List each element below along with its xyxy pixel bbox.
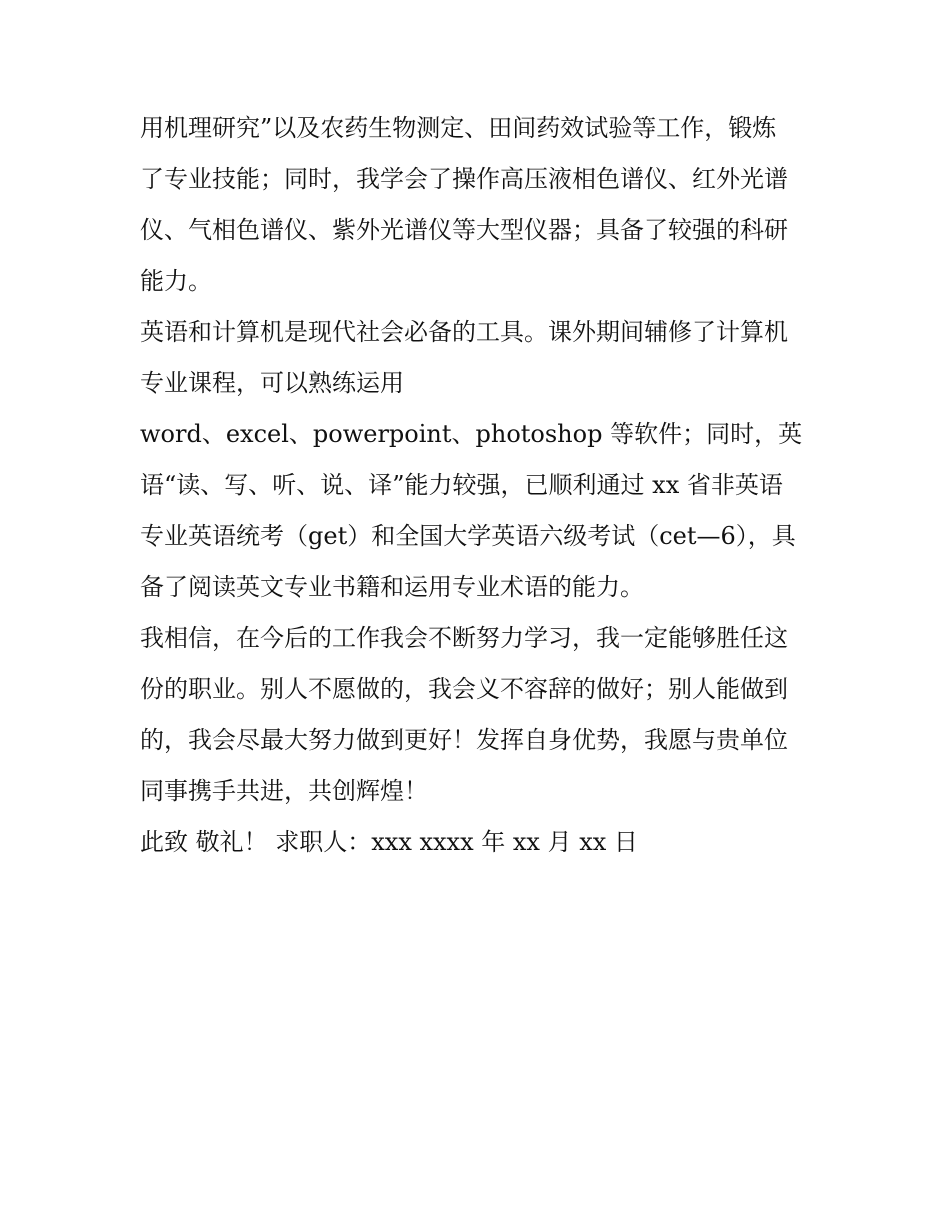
text-line: 备了阅读英文专业书籍和运用专业术语的能力。	[140, 573, 644, 601]
paragraph-research-skills	[140, 103, 820, 307]
text-line: 用机理研究”以及农药生物测定、田间药效试验等工作，锻炼	[140, 114, 777, 142]
text-line: word、excel、powerpoint、photoshop 等软件；同时，英	[140, 420, 803, 448]
text-line: 份的职业。别人不愿做的，我会义不容辞的做好；别人能做到	[140, 675, 788, 703]
text-line: 语“读、写、听、说、译”能力较强，已顺利通过 xx 省非英语	[140, 471, 783, 499]
text-line: 此致 敬礼！ 求职人：xxx xxxx 年 xx 月 xx 日	[140, 828, 638, 856]
text-line: 能力。	[140, 267, 212, 295]
text-line: 的，我会尽最大努力做到更好！发挥自身优势，我愿与贵单位	[140, 726, 788, 754]
text-line: 专业课程，可以熟练运用	[140, 369, 404, 397]
text-line: 仪、气相色谱仪、紫外光谱仪等大型仪器；具备了较强的科研	[140, 216, 788, 244]
paragraph-commitment	[140, 613, 820, 817]
text-line: 英语和计算机是现代社会必备的工具。课外期间辅修了计算机	[140, 318, 788, 346]
text-line: 专业英语统考（get）和全国大学英语六级考试（cet—6），具	[140, 522, 796, 550]
text-line: 了专业技能；同时，我学会了操作高压液相色谱仪、红外光谱	[140, 165, 788, 193]
paragraph-closing-signature	[140, 817, 820, 868]
text-line: 我相信，在今后的工作我会不断努力学习，我一定能够胜任这	[140, 624, 788, 652]
text-line: 同事携手共进，共创辉煌！	[140, 777, 428, 805]
paragraph-english-computer	[140, 307, 820, 613]
document-body	[140, 103, 820, 868]
